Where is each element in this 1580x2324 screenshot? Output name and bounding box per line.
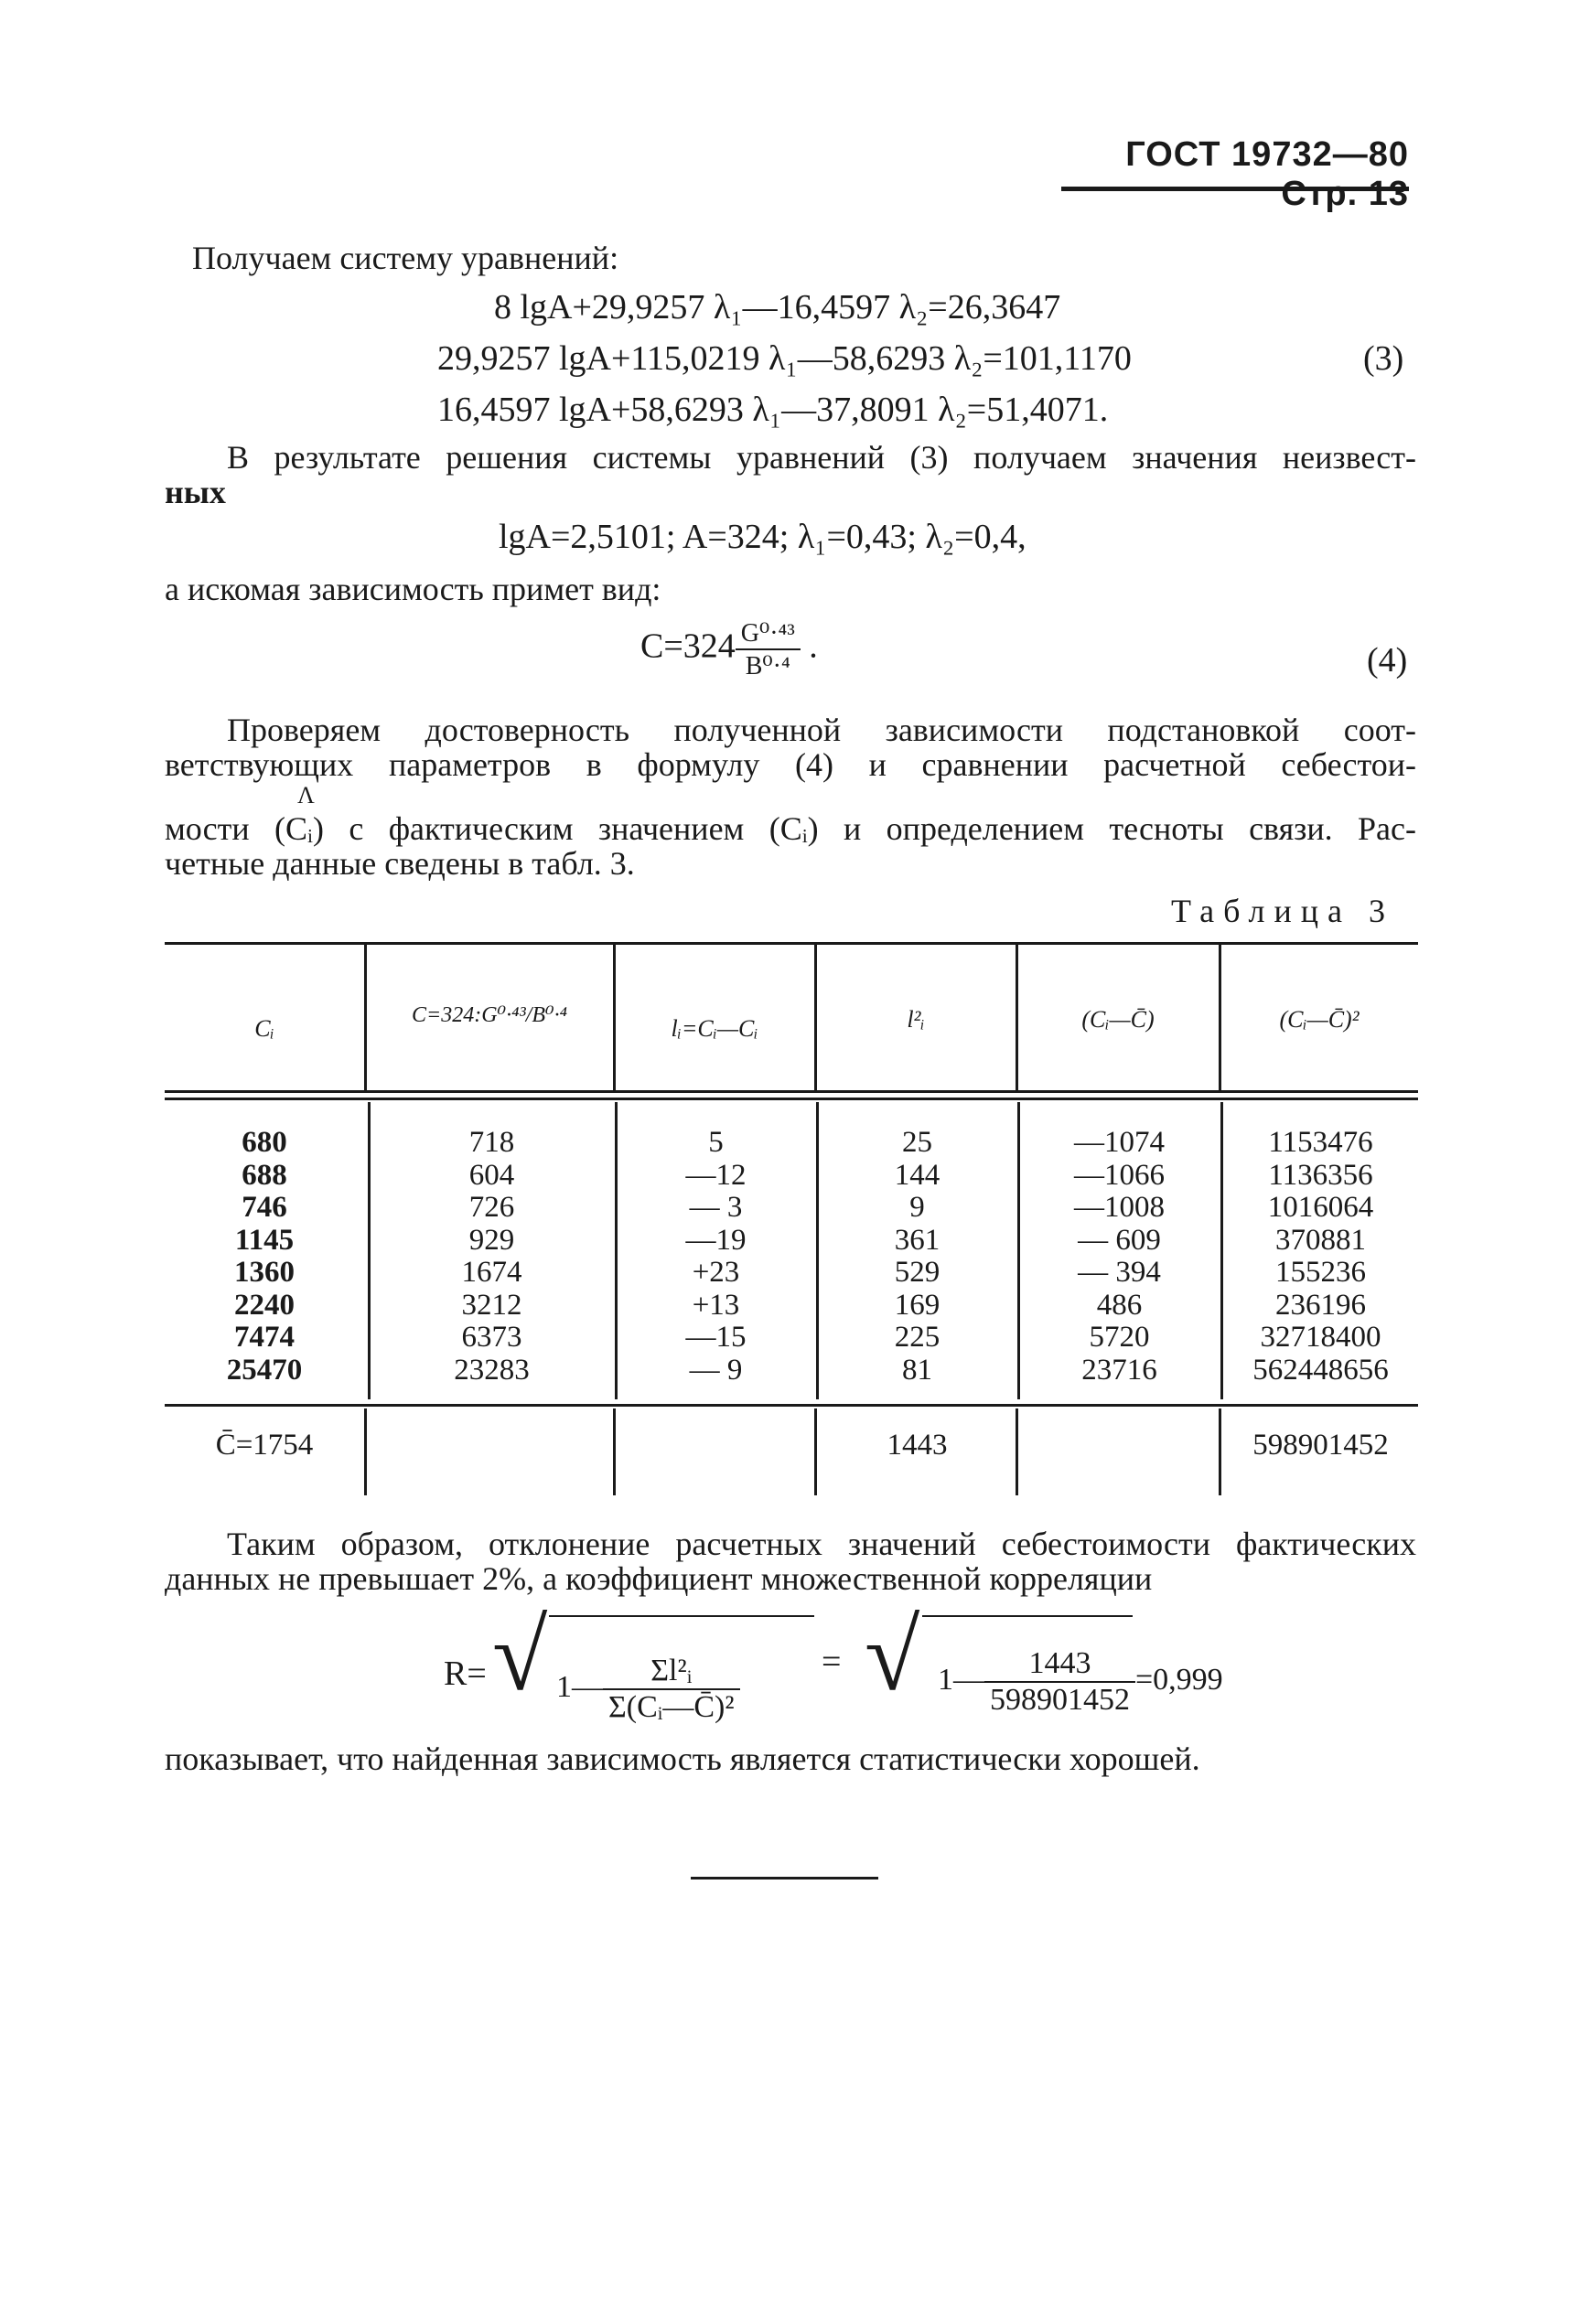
final-line: показывает, что найденная зависимость является статистически хорошей. (165, 1740, 1200, 1777)
equation-3: 16,4597 lgA+58,6293 λ₁—37,8091 λ₂=51,4071. (437, 391, 1109, 429)
header-text: ГОСТ 19732—80 Стр. 13 (1125, 135, 1409, 213)
table-totals-rule (165, 1404, 1418, 1407)
table-cell: 25 (902, 1126, 932, 1159)
table-header-rule-2 (165, 1098, 1418, 1100)
table-cell: +13 (692, 1288, 740, 1322)
table-col-dev (1020, 1127, 1219, 1387)
table-cell: 1360 (234, 1256, 295, 1289)
table-header-dev: (Cᵢ—C̄) (1081, 1006, 1155, 1033)
result-paragraph-line2: ных (165, 474, 226, 510)
equation-number-4: (4) (1367, 641, 1408, 680)
table-cell: 5 (708, 1126, 724, 1159)
r-numerator-2: 1443 (984, 1646, 1135, 1683)
table-vline (814, 1408, 817, 1495)
end-rule (691, 1877, 878, 1880)
intro-line: Получаем систему уравнений: (192, 240, 619, 276)
check-paragraph-line2: ветствующих параметров в формулу (4) и сравнении расчетной себестои- (165, 746, 1416, 783)
table-cell: 529 (894, 1256, 940, 1289)
table-col-ci (165, 1127, 364, 1387)
conclusion-line2: данных не превышает 2%, а коэффициент множественной корреляции (165, 1560, 1153, 1597)
conclusion-line1: Таким образом, отклонение расчетных значений себестоимости фактических (227, 1526, 1416, 1562)
table-cell: 32718400 (1260, 1321, 1381, 1354)
table-cell: 726 (468, 1191, 515, 1224)
table-cell: 23716 (1081, 1353, 1157, 1387)
check-paragraph-line1: Проверяем достоверность полученной зависимости подстановкой соот- (227, 712, 1416, 748)
table-cell: 5720 (1089, 1321, 1150, 1354)
equation-2: 29,9257 lgA+115,0219 λ₁—58,6293 λ₂=101,1170 (437, 339, 1132, 378)
r-fraction-1-body (603, 1654, 740, 1725)
table-cell: —1074 (1074, 1126, 1165, 1159)
table-cell: 746 (242, 1191, 287, 1224)
check-paragraph-line4: четные данные сведены в табл. 3. (165, 845, 635, 882)
table-cell: 688 (242, 1158, 287, 1192)
table-cell: —1008 (1074, 1191, 1165, 1224)
table-vline (1016, 1408, 1018, 1495)
table-cell: 361 (894, 1223, 940, 1257)
table-header-dev2: (Cᵢ—C̄)² (1279, 1006, 1360, 1033)
r-one-1: 1— (556, 1669, 603, 1704)
table-total-li2: 1443 (887, 1429, 948, 1462)
r-equals: = (822, 1643, 842, 1681)
table-col-calc (371, 1127, 613, 1387)
table-cell: 370881 (1275, 1223, 1366, 1257)
r-lhs: R= (444, 1655, 487, 1693)
table-cell: 604 (468, 1158, 515, 1192)
table-cell: 81 (902, 1353, 932, 1387)
r-fraction-1 (556, 1654, 740, 1725)
r-denominator-2: 598901452 (990, 1683, 1130, 1717)
r-one-2: 1— (938, 1662, 984, 1697)
table-vline (364, 1408, 367, 1495)
table-cell: 1016064 (1267, 1191, 1374, 1224)
table-cell: 25470 (226, 1353, 303, 1387)
table-cell: 155236 (1275, 1256, 1366, 1289)
radical-bar-1 (549, 1615, 814, 1617)
table-cell: —1066 (1074, 1158, 1165, 1192)
r-fraction-2-body (984, 1646, 1135, 1718)
formula-4-denominator: B⁰·⁴ (745, 652, 790, 680)
formula-4 (640, 617, 818, 681)
table-header-li2: l²ᵢ (907, 1006, 925, 1033)
formula-4-numerator: G⁰·⁴³ (736, 617, 801, 650)
table-header-li: lᵢ=Cᵢ—Cᵢ (671, 1015, 758, 1042)
table-vline (613, 1408, 616, 1495)
solution-line: lgA=2,5101; A=324; λ₁=0,43; λ₂=0,4, (499, 518, 1026, 556)
dependency-intro: а искомая зависимость примет вид: (165, 571, 661, 607)
r-fraction-2 (938, 1646, 1223, 1718)
table-cell: +23 (692, 1256, 740, 1289)
table-cell: 6373 (461, 1321, 522, 1354)
table-cell: —15 (685, 1321, 747, 1354)
result-paragraph-line1: В результате решения системы уравнений (3) получаем значения неизвест- (227, 439, 1416, 476)
table-cell: 144 (894, 1158, 940, 1192)
table-cell: —19 (685, 1223, 747, 1257)
r-numerator-1: Σl²ᵢ (603, 1654, 740, 1690)
table-header-rule-1 (165, 1090, 1418, 1093)
r-denominator-1: Σ(Cᵢ—C̄)² (608, 1690, 735, 1724)
table-cell: 23283 (454, 1353, 530, 1387)
table-col-dev2 (1223, 1127, 1418, 1387)
table-cell: 1136356 (1268, 1158, 1373, 1192)
table-top-rule (165, 942, 1418, 945)
table-cell: 680 (242, 1126, 287, 1159)
table-cell: —12 (685, 1158, 747, 1192)
equation-1: 8 lgA+29,9257 λ₁—16,4597 λ₂=26,3647 (494, 288, 1061, 327)
table-cell: 929 (468, 1223, 515, 1257)
table-cell: — 394 (1078, 1256, 1161, 1289)
table-cell: 2240 (234, 1288, 295, 1322)
formula-4-fraction (736, 617, 801, 681)
table-cell: — 609 (1078, 1223, 1161, 1257)
table-cell: 1145 (234, 1223, 295, 1257)
table-cell: 718 (468, 1126, 515, 1159)
hat-mark: Λ (297, 782, 315, 809)
check-paragraph-line3: мости (Cᵢ) с фактическим значением (Cᵢ) и определением тесноты связи. Рас- (165, 810, 1416, 847)
page-header (1061, 135, 1409, 214)
formula-4-lhs: C=324 (640, 627, 736, 666)
table-cell: — 3 (689, 1191, 743, 1224)
header-rule (1061, 187, 1409, 191)
table-header-calc: C=324:G⁰·⁴³/B⁰·⁴ (412, 1003, 567, 1027)
formula-4-period: . (809, 627, 818, 666)
table-cell: — 9 (689, 1353, 743, 1387)
radical-sign-1: √ (492, 1600, 548, 1711)
radical-sign-2: √ (865, 1600, 920, 1711)
table-cell: 3212 (461, 1288, 522, 1322)
r-result: =0,999 (1135, 1662, 1223, 1697)
table-vline (1219, 1408, 1221, 1495)
table-cell: 236196 (1275, 1288, 1366, 1322)
table-cell: 169 (894, 1288, 940, 1322)
table-cell: 562448656 (1252, 1353, 1389, 1387)
equation-number-3: (3) (1363, 339, 1404, 378)
table-title: Таблица 3 (1171, 893, 1394, 929)
table-cell: 7474 (234, 1321, 295, 1354)
table-total-mean: C̄=1754 (215, 1429, 314, 1462)
table-cell: 1674 (461, 1256, 522, 1289)
table-cell: 1153476 (1268, 1126, 1373, 1159)
table-cell: 9 (909, 1191, 925, 1224)
table-total-dev2: 598901452 (1252, 1429, 1389, 1462)
table-cell: 225 (894, 1321, 940, 1354)
table-header-ci: Cᵢ (254, 1015, 274, 1042)
table-cell: 486 (1096, 1288, 1143, 1322)
table-col-li2 (819, 1127, 1016, 1387)
table-col-li (618, 1127, 814, 1387)
radical-bar-2 (922, 1615, 1133, 1617)
